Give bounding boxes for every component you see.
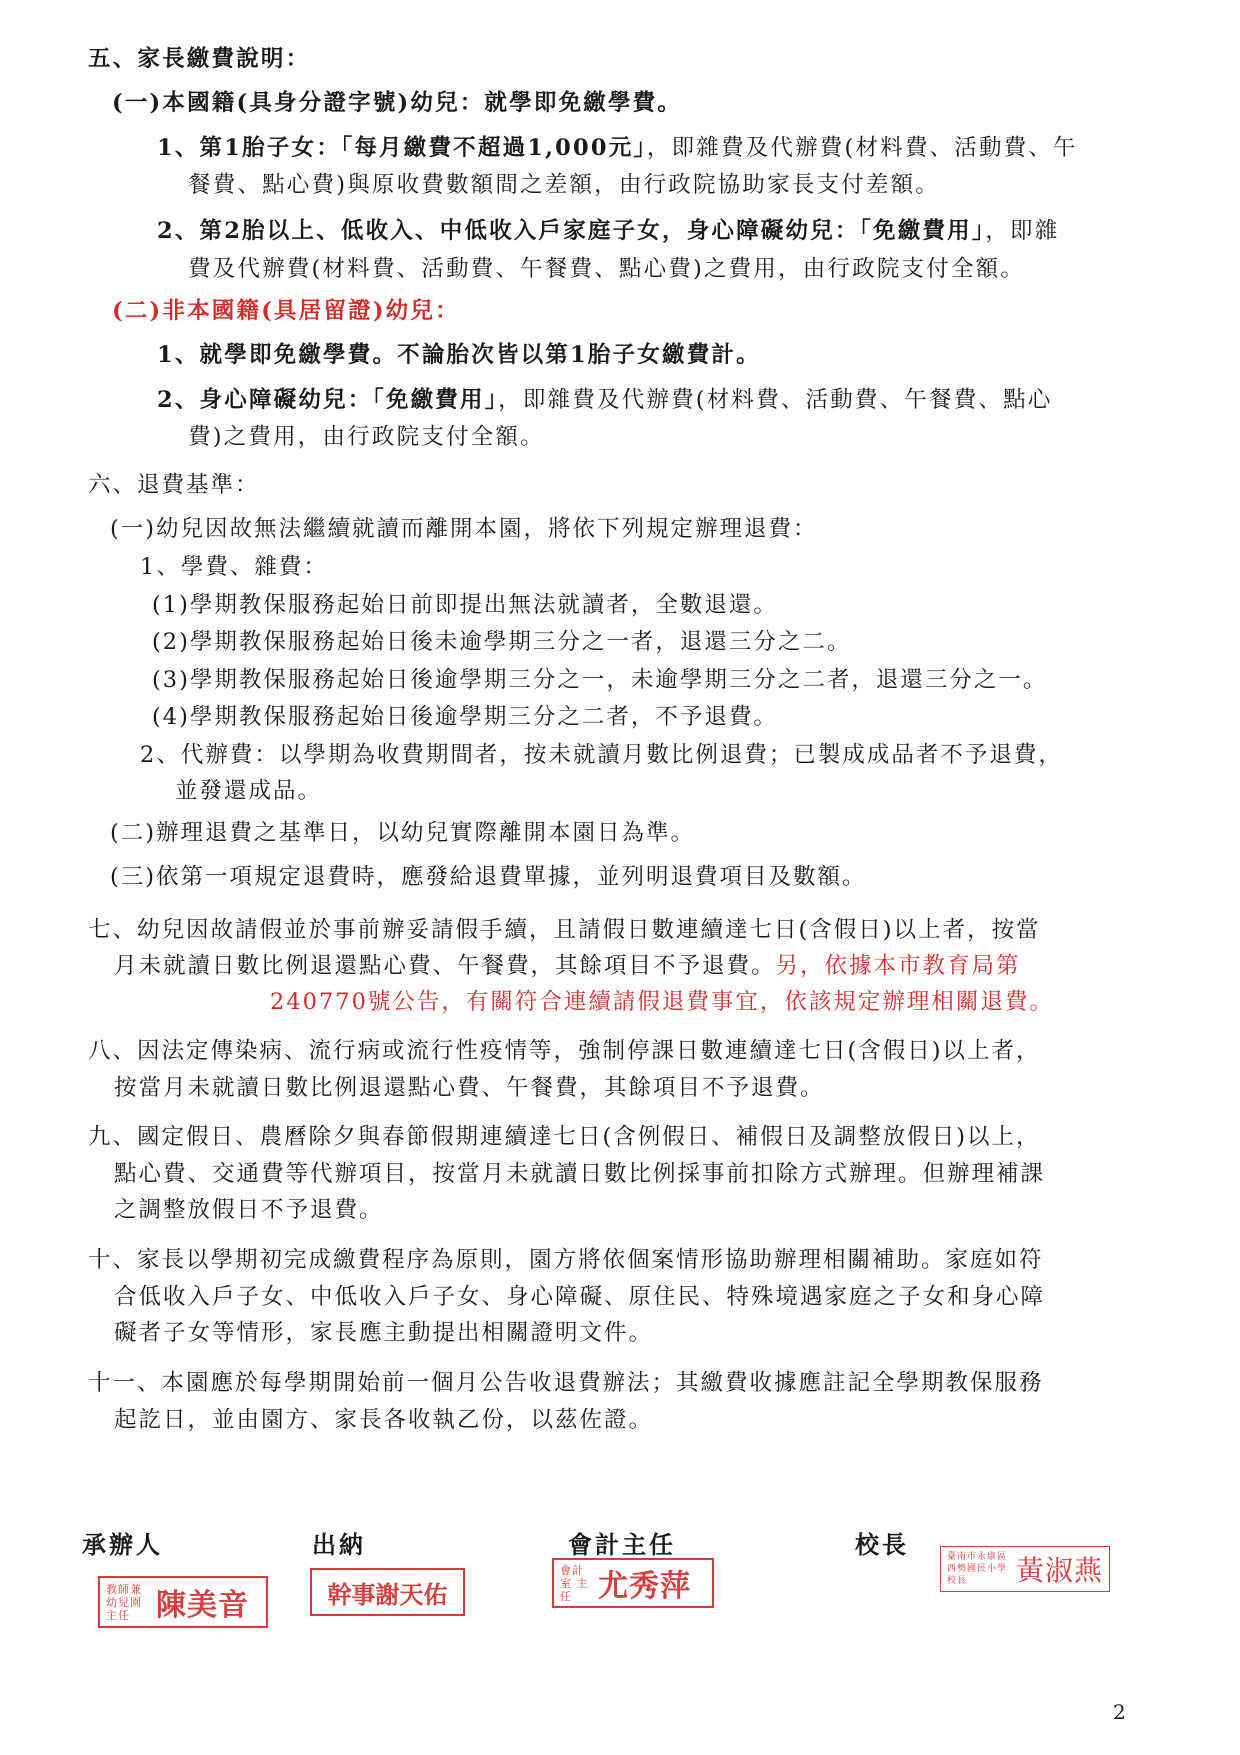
section-5-sub2-item1: 1、就學即免繳學費。不論胎次皆以第1胎子女繳費計。 xyxy=(157,342,761,368)
stamp-accounting-name: 尤秀萍 xyxy=(598,1569,691,1604)
section-10-line2: 合低收入戶子女、中低收入戶子女、身心障礙、原住民、特殊境遇家庭之子女和身心障 xyxy=(114,1284,1046,1310)
signature-label-accounting: 會計主任 xyxy=(568,1530,676,1559)
section-6-item2-line1: 2、代辦費：以學期為收費期間者，按未就讀月數比例退費；已製成成品者不予退費， xyxy=(140,742,1063,768)
section-11-line1: 十一、本園應於每學期開始前一個月公告收退費辦法；其繳費收據應註記全學期教保服務 xyxy=(88,1370,1044,1396)
section-11-line2: 起訖日，並由園方、家長各收執乙份，以茲佐證。 xyxy=(114,1407,654,1433)
signature-label-principal: 校長 xyxy=(855,1530,909,1559)
section-8-line2: 按當月未就讀日數比例退還點心費、午餐費，其餘項目不予退費。 xyxy=(114,1075,825,1101)
section-5-sub2-item2-line2: 費)之費用，由行政院支付全額。 xyxy=(188,424,545,450)
section-5-sub2-item2-rest: ，即雜費及代辦費(材料費、活動費、午餐費、點心 xyxy=(498,387,1053,413)
page-number: 2 xyxy=(1113,1700,1126,1724)
section-6-sub3: (三)依第一項規定退費時，應發給退費單據，並列明退費項目及數額。 xyxy=(110,864,867,890)
section-10-line3: 礙者子女等情形，家長應主動提出相關證明文件。 xyxy=(114,1320,654,1346)
section-5-sub1-item2-line1 xyxy=(157,216,1059,246)
stamp-cashier xyxy=(310,1568,465,1616)
section-5-sub2-item2-bold: 2、身心障礙幼兒：「免繳費用」 xyxy=(157,387,499,413)
section-5-sub2-item2-line1 xyxy=(157,385,1053,415)
section-5-sub1-item1-rest: ，即雜費及代辦費(材料費、活動費、午 xyxy=(646,135,1078,161)
section-7-line1: 七、幼兒因故請假並於事前辦妥請假手續，且請假日數連續達七日(含假日)以上者，按當 xyxy=(88,917,1041,943)
section-6-sub2: (二)辦理退費之基準日，以幼兒實際離開本園日為準。 xyxy=(110,820,696,846)
stamp-principal-title: 臺南市永康區 西勢國民小學校長 xyxy=(947,1552,1008,1586)
section-5-sub1-title: (一)本國籍(具身分證字號)幼兒：就學即免繳學費。 xyxy=(112,90,683,116)
stamp-accounting xyxy=(552,1558,714,1608)
section-7-line3: 240770號公告，有關符合連續請假退費事宜，依該規定辦理相關退費。 xyxy=(270,989,1054,1015)
stamp-principal xyxy=(940,1546,1110,1592)
section-5-sub1-item1-line1 xyxy=(157,133,1078,163)
stamp-handler xyxy=(98,1576,268,1628)
section-5-title: 五、家長繳費說明： xyxy=(88,46,311,72)
section-9-line3: 之調整放假日不予退費。 xyxy=(114,1197,384,1223)
section-6-item1: 1、學費、雜費： xyxy=(140,554,328,580)
signature-label-cashier: 出納 xyxy=(312,1530,366,1559)
stamp-cashier-name: 幹事謝天佑 xyxy=(327,1579,448,1609)
section-6-rule-4: (4)學期教保服務起始日後逾學期三分之二者，不予退費。 xyxy=(152,704,778,730)
section-7-line2 xyxy=(114,951,1021,981)
section-5-sub1-item1-line2: 餐費、點心費)與原收費數額間之差額，由行政院協助家長支付差額。 xyxy=(188,172,940,198)
section-9-line1: 九、國定假日、農曆除夕與春節假期連續達七日(含例假日、補假日及調整放假日)以上， xyxy=(88,1124,1041,1150)
section-6-rule-2: (2)學期教保服務起始日後未逾學期三分之一者，退還三分之二。 xyxy=(152,629,852,655)
section-7-line2-black: 月未就讀日數比例退還點心費、午餐費，其餘項目不予退費。 xyxy=(114,953,776,979)
section-8-line1: 八、因法定傳染病、流行病或流行性疫情等，強制停課日數連續達七日(含假日)以上者， xyxy=(88,1038,1041,1064)
section-5-sub1-item1-bold: 1、第1胎子女：「每月繳費不超過1,000元」 xyxy=(157,135,647,161)
section-5-sub1-item2-rest: ，即雜 xyxy=(985,218,1060,244)
section-10-line1: 十、家長以學期初完成繳費程序為原則，園方將依個案情形協助辦理相關補助。家庭如符 xyxy=(88,1247,1044,1273)
signature-label-handler: 承辦人 xyxy=(82,1530,163,1559)
section-9-line2: 點心費、交通費等代辦項目，按當月未就讀日數比例採事前扣除方式辦理。但辦理補課 xyxy=(114,1161,1046,1187)
section-7-line2-red: 另，依據本市教育局第 xyxy=(775,953,1021,979)
section-6-rule-3: (3)學期教保服務起始日後逾學期三分之一，未逾學期三分之二者，退還三分之一。 xyxy=(152,667,1048,693)
stamp-handler-name: 陳美音 xyxy=(156,1588,249,1623)
section-6-item2-line2: 並發還成品。 xyxy=(175,778,323,804)
section-6-title: 六、退費基準： xyxy=(88,472,260,498)
stamp-accounting-title: 會計室 主 任 xyxy=(560,1563,589,1603)
section-6-rule-1: (1)學期教保服務起始日前即提出無法就讀者，全數退還。 xyxy=(152,592,778,618)
section-5-sub1-item2-line2: 費及代辦費(材料費、活動費、午餐費、點心費)之費用，由行政院支付全額。 xyxy=(188,256,1026,282)
section-5-sub2-title: (二)非本國籍(具居留證)幼兒： xyxy=(112,298,460,324)
section-6-sub1: (一)幼兒因故無法繼續就讀而離開本園，將依下列規定辦理退費： xyxy=(110,516,818,542)
stamp-principal-name: 黃淑燕 xyxy=(1015,1554,1103,1587)
stamp-handler-title: 教師兼 幼兒園主任 xyxy=(106,1582,142,1622)
section-5-sub1-item2-bold: 2、第2胎以上、低收入、中低收入戶家庭子女，身心障礙幼兒：「免繳費用」 xyxy=(157,218,986,244)
